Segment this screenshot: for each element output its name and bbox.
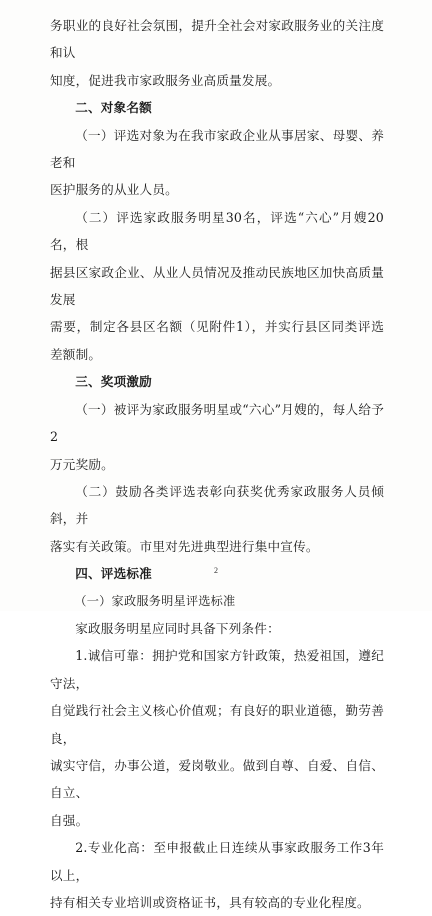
body-line: 知度，促进我市家政服务业高质量发展。 xyxy=(50,72,281,88)
body-line: 务职业的良好社会氛围，提升全社会对家政服务业的关注度和认 xyxy=(50,18,384,61)
section-heading-criteria: 四、评选标准 xyxy=(75,566,152,582)
body-line: 万元奖励。 xyxy=(50,456,114,472)
body-line: （二）评选家政服务明星30名，评选“六心”月嫂20名，根 xyxy=(50,209,384,253)
body-line: 家政服务明星应同时具备下列条件： xyxy=(75,620,280,636)
body-line: 持有相关专业培训或资格证书，具有较高的专业化程度。 xyxy=(50,895,370,910)
body-line: （一）评选对象为在我市家政企业从事居家、母婴、养老和 xyxy=(50,127,384,171)
body-line: 医护服务的从业人员。 xyxy=(50,182,178,198)
body-line: （二）鼓励各类评选表彰向获奖优秀家政服务人员倾斜，并 xyxy=(50,483,384,527)
body-line: 自觉践行社会主义核心价值观；有良好的职业道德，勤劳善良， xyxy=(50,703,384,746)
body-line: 据县区家政企业、从业人员情况及推动民族地区加快高质量发展 xyxy=(50,264,384,308)
section-heading-rewards: 三、奖项激励 xyxy=(75,374,152,390)
section-heading-objects: 二、对象名额 xyxy=(75,100,152,116)
subsection-heading: （一）家政服务明星评选标准 xyxy=(74,593,236,608)
body-line: 需要，制定各县区名额（见附件1），并实行县区同类评选差额制。 xyxy=(50,319,384,362)
page-number: 2 xyxy=(214,566,218,575)
document-body xyxy=(50,12,384,916)
body-line: 2.专业化高：至申报截止日连续从事家政服务工作3年以上， xyxy=(50,840,384,883)
body-line: 自强。 xyxy=(50,812,89,828)
body-line: 诚实守信，办事公道，爱岗敬业。做到自尊、自爱、自信、自立、 xyxy=(50,757,384,801)
body-line: 落实有关政策。市里对先进典型进行集中宣传。 xyxy=(50,538,319,554)
body-line: （一）被评为家政服务明星或“六心”月嫂的，每人给予2 xyxy=(50,401,384,445)
body-line: 1.诚信可靠：拥护党和国家方针政策，热爱祖国，遵纪守法， xyxy=(50,648,384,691)
